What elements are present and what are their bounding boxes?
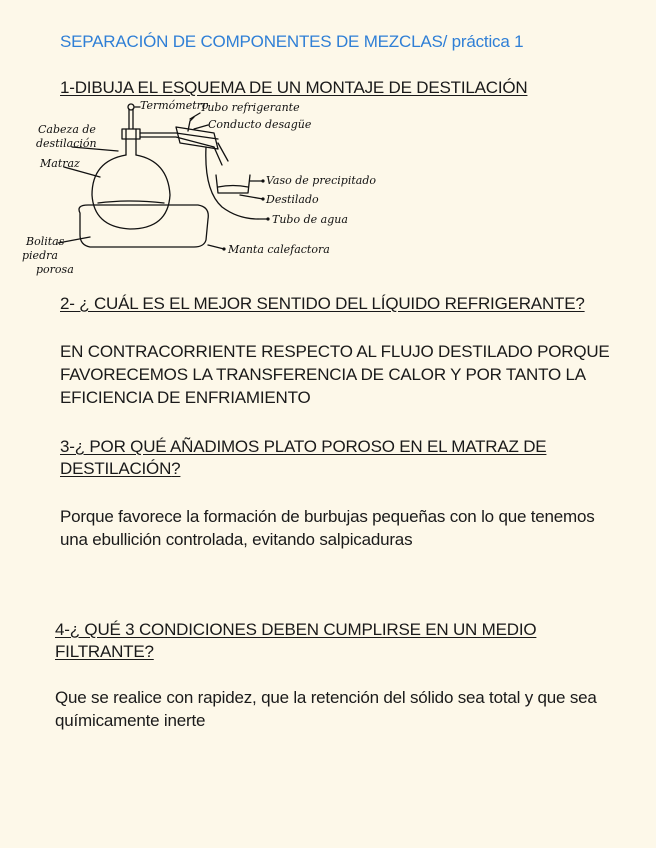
question-3-heading-text: 3-¿ POR QUÉ AÑADIMOS PLATO POROSO EN EL MATRAZ DE DESTILACIÓN <box>60 437 547 478</box>
thermometer-shape <box>129 109 133 129</box>
label-vaso: Vaso de precipitado <box>266 174 376 187</box>
question-3-heading <box>60 436 630 480</box>
distillation-sketch <box>18 95 388 290</box>
heating-mantle-shape <box>79 205 208 247</box>
label-cabeza-line2: destilación <box>36 137 97 150</box>
question-1-heading: 1-DIBUJA EL ESQUEMA DE UN MONTAJE DE DESTILACIÓN <box>60 78 528 97</box>
label-tubo-refrigerante: Tubo refrigerante <box>200 101 300 114</box>
label-matraz: Matraz <box>40 157 80 170</box>
label-bolas-line2: piedra <box>22 249 58 262</box>
beaker-shape <box>216 175 250 193</box>
answer-3: Porque favorece la formación de burbujas pequeñas con lo que tenemos una ebullición controlada, evitando salpicaduras <box>60 507 595 549</box>
label-termometro: Termómetro <box>140 99 209 112</box>
answer-4: Que se realice con rapidez, que la retención del sólido sea total y que sea químicamente inerte <box>55 688 597 730</box>
label-manta: Manta calefactora <box>228 243 330 256</box>
question-2-heading: 2- ¿ CUÁL ES EL MEJOR SENTIDO DEL LÍQUIDO REFRIGERANTE? <box>60 294 585 313</box>
label-destilado: Destilado <box>266 193 319 206</box>
label-conducto-desague: Conducto desagüe <box>208 118 312 131</box>
question-4-heading: 4-¿ QUÉ 3 CONDICIONES DEBEN CUMPLIRSE EN UN MEDIO FILTRANTE? <box>55 620 537 661</box>
answer-2: EN CONTRACORRIENTE RESPECTO AL FLUJO DESTILADO PORQUE FAVORECEMOS LA TRANSFERENCIA DE CALOR Y POR TANTO LA EFICIENCIA DE ENFRIAMIENTO <box>60 342 610 407</box>
label-cabeza-line1: Cabeza de <box>38 123 96 136</box>
water-tube-shape <box>206 147 258 219</box>
question-3-heading-mark: ? <box>171 459 181 478</box>
label-tubo-agua: Tubo de agua <box>272 213 348 226</box>
page-title: SEPARACIÓN DE COMPONENTES DE MEZCLAS/ práctica 1 <box>60 32 524 51</box>
label-bolas-line3: porosa <box>36 263 74 276</box>
flask-shape <box>92 155 170 229</box>
label-bolas-line1: Bolitas <box>26 235 65 248</box>
